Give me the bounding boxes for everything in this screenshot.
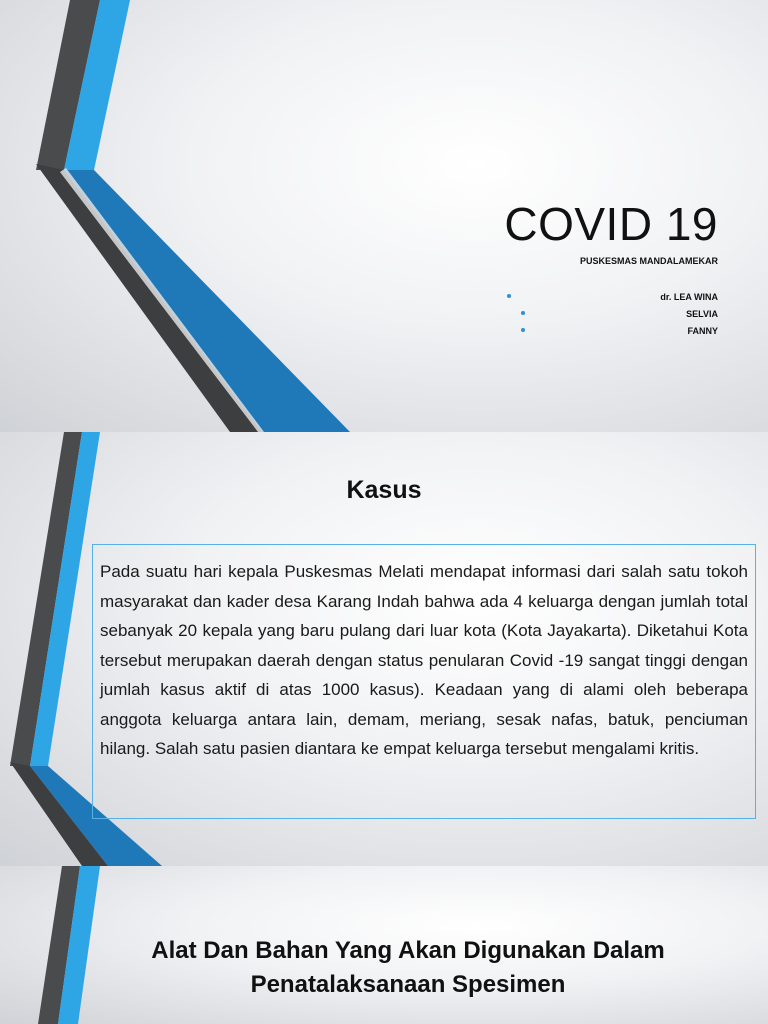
bullet-icon <box>521 328 525 332</box>
case-textbox <box>92 544 756 819</box>
tools-heading <box>118 934 698 1002</box>
author-item: FANNY <box>687 326 718 336</box>
tools-heading-line1: Alat Dan Bahan Yang Akan Digunakan Dalam <box>151 937 665 964</box>
bullet-icon <box>521 311 525 315</box>
author-item: SELVIA <box>686 309 718 319</box>
author-list <box>660 291 718 342</box>
bullet-icon <box>507 294 511 298</box>
case-heading: Kasus <box>346 476 422 504</box>
case-body-text: Pada suatu hari kepala Puskesmas Melati mendapat informasi dari salah satu tokoh masyarakat dan kader desa Karang Indah bahwa ada 4 keluarga dengan jumlah total sebanyak 20 kepala yang baru pulang dari luar kota (Kota Jayakarta). Diketahui Kota tersebut merupakan daerah dengan status penularan Covid -19 sangat tinggi dengan jumlah kasus aktif di atas 1000 kasus). Keadaan yang di alami oleh beberapa anggota keluarga antara lain, demam, meriang, sesak nafas, batuk, penciuman hilang. Salah satu pasien diantara ke empat keluarga tersebut mengalami kritis. <box>100 562 748 758</box>
presentation-title: COVID 19 <box>504 198 718 250</box>
presentation-subtitle: PUSKESMAS MANDALAMEKAR <box>579 256 718 266</box>
case-slide <box>0 432 768 866</box>
author-item: dr. LEA WINA <box>660 292 718 302</box>
title-slide <box>0 0 768 432</box>
tools-heading-line2: Penatalaksanaan Spesimen <box>250 971 566 998</box>
tools-slide <box>0 866 768 1024</box>
